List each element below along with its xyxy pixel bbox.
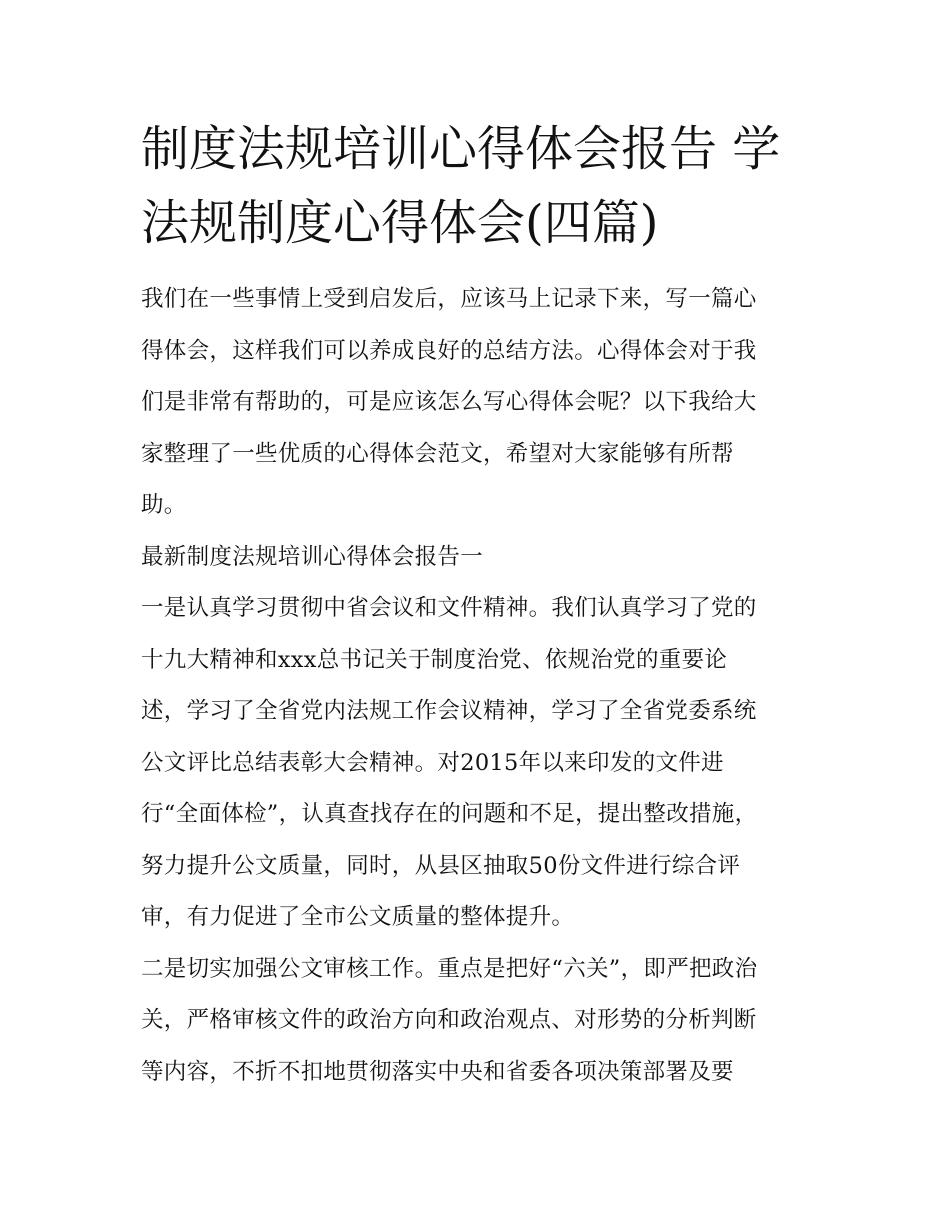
title-line-1: 制度法规培训心得体会报告 学 [141, 121, 781, 177]
text-line: 十九大精神和xxx总书记关于制度治党、依规治党的重要论 [141, 646, 728, 673]
body-paragraph-2 [141, 944, 813, 1099]
text-line: 关，严格审核文件的政治方向和政治观点、对形势的分析判断 [141, 1007, 757, 1033]
document-title [141, 112, 813, 260]
document-body [141, 112, 813, 1098]
text-line: 努力提升公文质量，同时，从县区抽取50份文件进行综合评 [141, 852, 741, 879]
text-line: 们是非常有帮助的，可是应该怎么写心得体会呢？以下我给大 [141, 389, 757, 415]
text-line: 最新制度法规培训心得体会报告一 [141, 543, 484, 570]
text-line: 公文评比总结表彰大会精神。对2015年以来印发的文件进 [141, 749, 724, 776]
text-line: 述，学习了全省党内法规工作会议精神，学习了全省党委系统 [141, 698, 757, 724]
text-line: 一是认真学习贯彻中省会议和文件精神。我们认真学习了党的 [141, 595, 757, 621]
text-line: 家整理了一些优质的心得体会范文，希望对大家能够有所帮 [141, 440, 734, 467]
text-line: 等内容，不折不扣地贯彻落实中央和省委各项决策部署及要 [141, 1058, 734, 1085]
text-line: 行“全面体检”，认真查找存在的问题和不足，提出整改措施， [141, 801, 758, 827]
text-line: 我们在一些事情上受到启发后，应该马上记录下来，写一篇心 [141, 286, 757, 312]
title-line-2: 法规制度心得体会(四篇) [141, 195, 659, 251]
intro-paragraph [141, 274, 813, 532]
text-line: 审，有力促进了全市公文质量的整体提升。 [141, 904, 575, 930]
section-heading [141, 532, 813, 584]
text-line: 助。 [141, 492, 187, 518]
text-line: 二是切实加强公文审核工作。重点是把好“六关”，即严把政治 [141, 955, 758, 982]
body-paragraph-1 [141, 583, 813, 944]
text-line: 得体会，这样我们可以养成良好的总结方法。心得体会对于我 [141, 337, 757, 364]
